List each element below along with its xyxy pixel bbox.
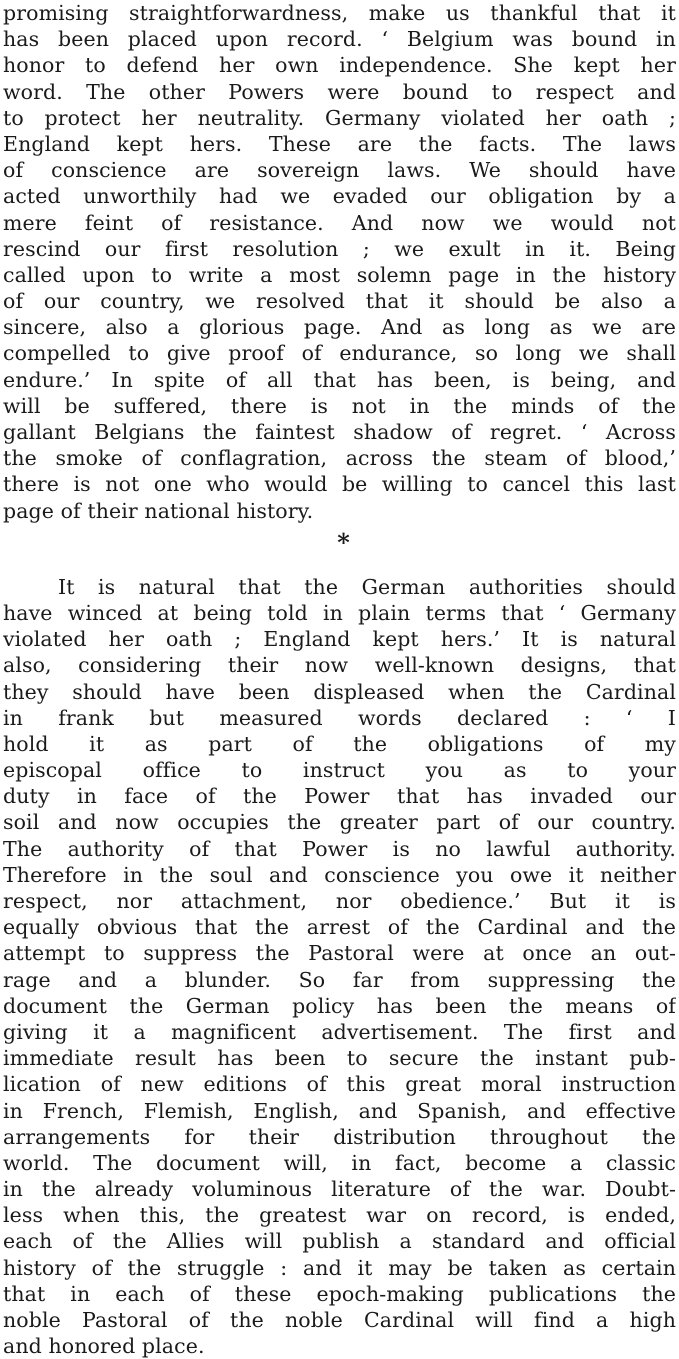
text-line: honor to defend her own independence. She kept her <box>3 53 676 78</box>
text-line: has been placed upon record. ‘ Belgium was bound in <box>3 27 676 52</box>
paragraph-german-authorities <box>3 574 676 1359</box>
text-line: episcopal office to instruct you as to your <box>3 758 676 783</box>
text-line: It is natural that the German authorities should <box>58 574 676 599</box>
text-line: that in each of these epoch-making publications the <box>3 1281 676 1306</box>
text-line: Therefore in the soul and conscience you owe it neither <box>3 862 676 887</box>
text-line: gallant Belgians the faintest shadow of regret. ‘ Across <box>3 420 676 444</box>
text-line: the smoke of conflagration, across the steam of blood,’ <box>3 446 676 471</box>
text-line: England kept hers. These are the facts. The laws <box>3 131 676 156</box>
text-line: will be suffered, there is not in the minds of the <box>3 393 676 418</box>
text-line: giving it a magnificent advertisement. The first and <box>3 1019 676 1044</box>
text-line: noble Pastoral of the noble Cardinal will find a high <box>3 1308 676 1332</box>
text-line: hold it as part of the obligations of my <box>3 731 676 756</box>
text-line: acted unworthily had we evaded our obligation by a <box>3 184 676 209</box>
text-line: lication of new editions of this great moral instruction <box>3 1072 676 1097</box>
text-line: in the already voluminous literature of the war. Doubt- <box>3 1177 676 1202</box>
text-line: in frank but measured words declared : ‘ I <box>3 705 676 730</box>
text-line: to protect her neutrality. Germany violated her oath ; <box>3 105 676 130</box>
text-line: immediate result has been to secure the instant pub- <box>3 1046 676 1071</box>
text-line: page of their national history. <box>3 498 314 523</box>
text-line: also, considering their now well-known designs, that <box>3 653 676 678</box>
text-line: they should have been displeased when the Cardinal <box>3 679 676 704</box>
text-line: history of the struggle : and it may be taken as certain <box>3 1255 676 1280</box>
text-line: less when this, the greatest war on record, is ended, <box>3 1203 676 1228</box>
text-line: document the German policy has been the means of <box>3 993 676 1018</box>
text-line: sincere, also a glorious page. And as long as we are <box>3 315 676 340</box>
text-line: called upon to write a most solemn page in the history <box>3 262 676 287</box>
text-line: there is not one who would be willing to cancel this last <box>3 472 676 497</box>
text-line: duty in face of the Power that has invaded our <box>3 784 676 809</box>
text-line: of conscience are sovereign laws. We should have <box>3 158 676 183</box>
text-line: have winced at being told in plain terms that ‘ Germany <box>3 600 676 625</box>
text-line: promising straightforwardness, make us thankful that it <box>3 1 676 25</box>
text-line: soil and now occupies the greater part of our country. <box>3 810 676 835</box>
text-line: respect, nor attachment, nor obedience.’ But it is <box>3 889 676 913</box>
text-line: compelled to give proof of endurance, so long we shall <box>3 341 676 366</box>
document-page <box>3 0 676 1359</box>
text-line: and honored place. <box>3 1334 205 1359</box>
text-line: The authority of that Power is no lawful authority. <box>3 836 676 861</box>
asterisk-ornament: * <box>337 527 350 557</box>
text-line: rage and a blunder. So far from suppressing the <box>3 967 676 992</box>
text-line: arrangements for their distribution throughout the <box>3 1124 676 1149</box>
text-line: word. The other Powers were bound to respect and <box>3 79 676 104</box>
text-line: in French, Flemish, English, and Spanish, and effective <box>3 1098 676 1123</box>
text-line: violated her oath ; England kept hers.’ It is natural <box>3 627 676 652</box>
text-line: mere feint of resistance. And now we would not <box>3 210 676 235</box>
text-line: equally obvious that the arrest of the Cardinal and the <box>3 915 676 940</box>
paragraph-belgium-honor <box>3 0 676 524</box>
text-line: of our country, we resolved that it should be also a <box>3 289 676 314</box>
text-line: world. The document will, in fact, become a classic <box>3 1150 676 1175</box>
section-separator <box>3 524 676 574</box>
text-line: each of the Allies will publish a standard and official <box>3 1229 676 1254</box>
text-line: rescind our first resolution ; we exult in it. Being <box>3 236 676 261</box>
text-line: attempt to suppress the Pastoral were at once an out- <box>3 941 676 966</box>
text-line: endure.’ In spite of all that has been, is being, and <box>3 367 676 392</box>
